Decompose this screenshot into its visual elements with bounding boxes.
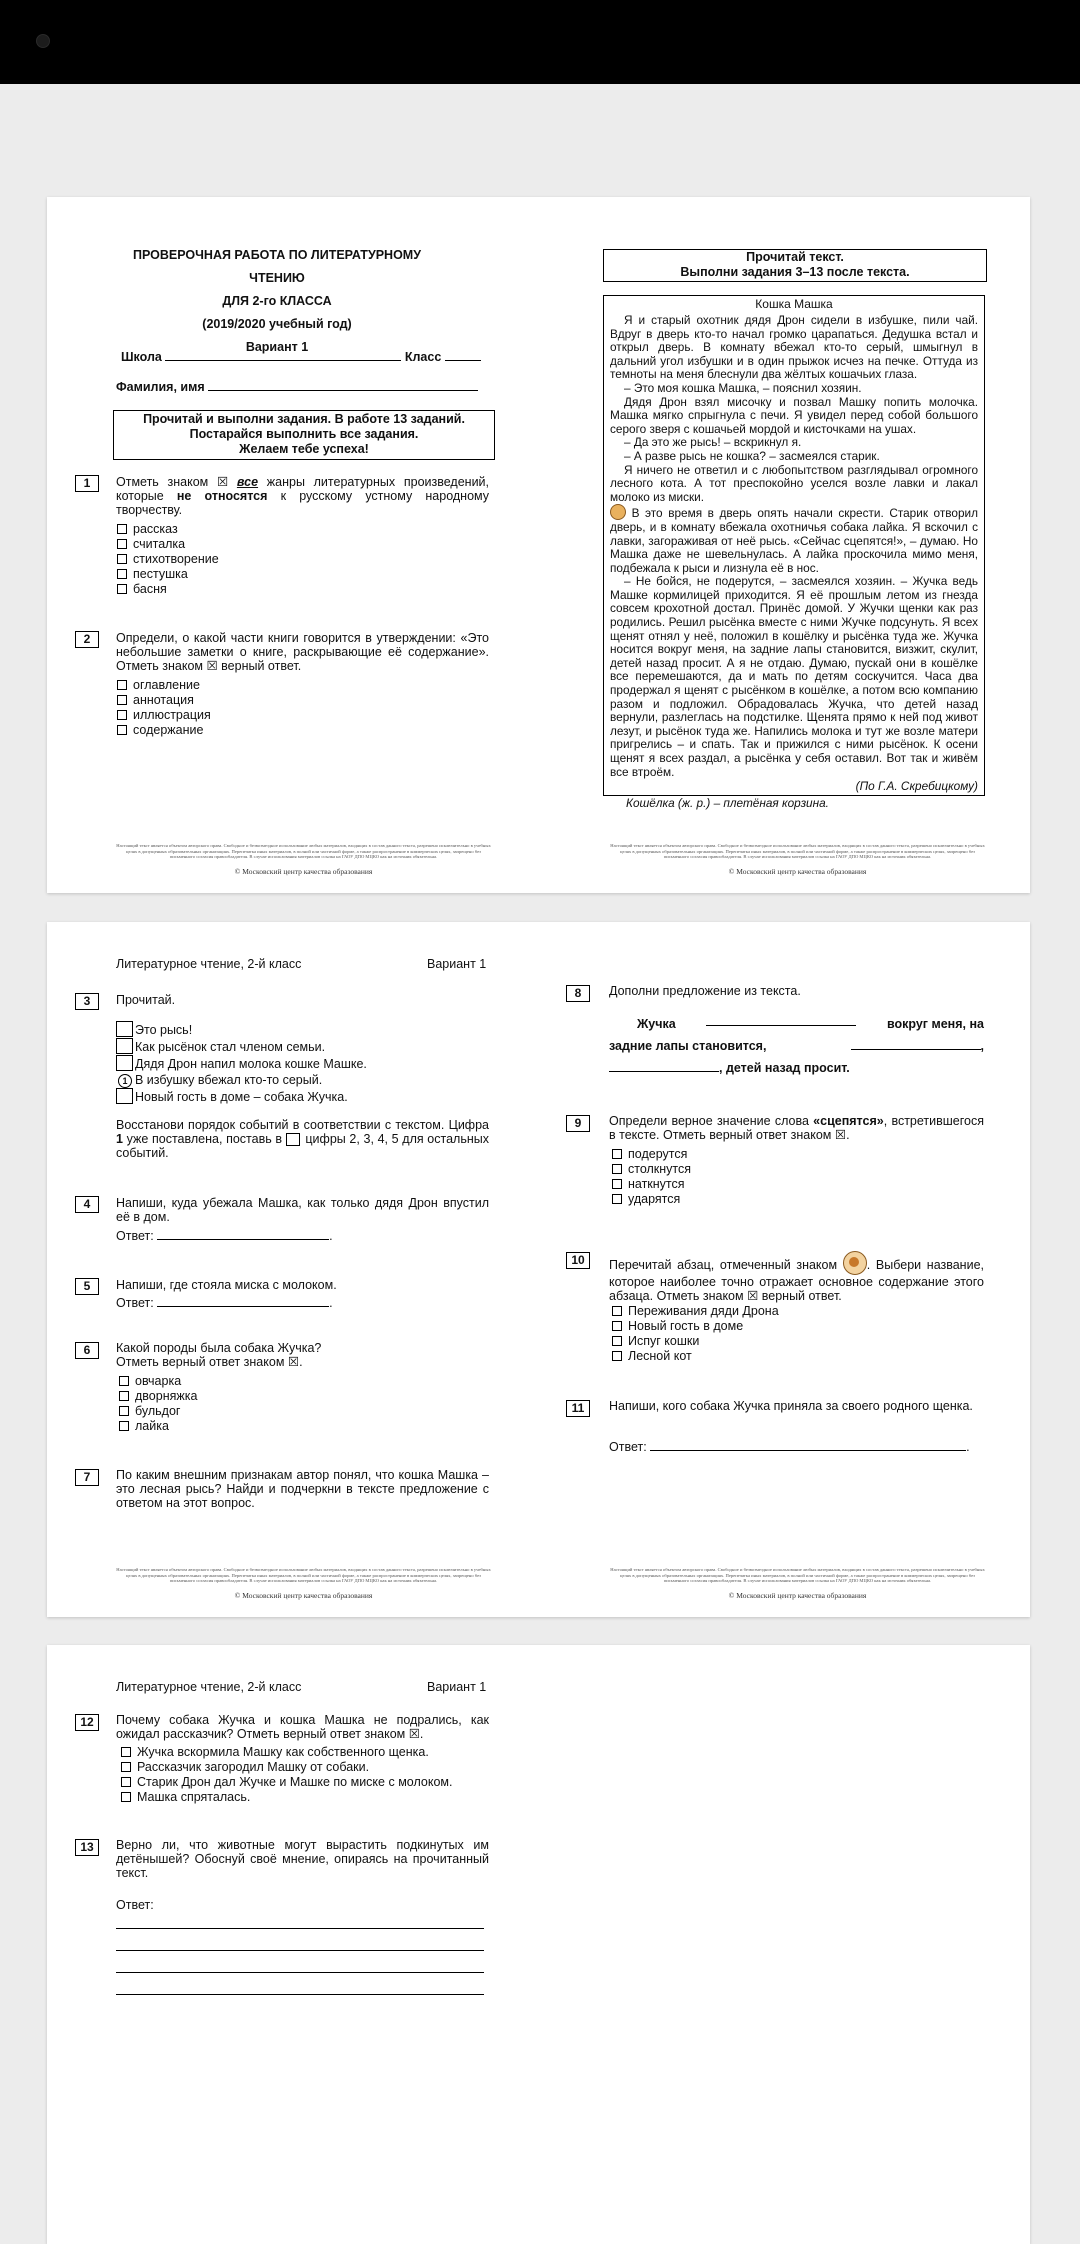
lynx-mark-icon — [843, 1251, 867, 1275]
checkbox-option[interactable]: наткнутся — [612, 1177, 691, 1192]
checkbox-option[interactable]: Испуг кошки — [612, 1334, 779, 1349]
name-field[interactable] — [208, 390, 478, 391]
story-paragraph: – А разве рысь не кошка? – засмеялся старик. — [624, 448, 880, 463]
camera-cutout — [36, 34, 50, 48]
question-6-text — [116, 1341, 489, 1369]
story-author: (По Г.А. Скребицкому) — [855, 779, 978, 794]
checkbox-option[interactable]: иллюстрация — [117, 708, 211, 723]
class-label: Класс — [404, 350, 442, 364]
text-part: Отметь знаком ☒ — [116, 475, 237, 489]
question-1-text — [116, 475, 489, 517]
instructions-box — [113, 410, 495, 460]
text-strong: «сцепятся» — [813, 1114, 884, 1128]
answer-line[interactable] — [116, 1928, 484, 1929]
checkbox-option[interactable]: рассказ — [117, 522, 219, 537]
text-part: жанры литературных произведений, которые — [116, 475, 490, 503]
question-7-text: По каким внешним признакам автор понял, что кошка Машка – это лесная рысь? Найди и подчеркни в тексте предложение с ответом на этот вопрос. — [116, 1468, 489, 1510]
checkbox-option[interactable]: лайка — [119, 1419, 197, 1434]
question-4-text: Напиши, куда убежала Машка, как только дядя Дрон впустил её в дом. — [116, 1196, 489, 1224]
question-number: 5 — [75, 1278, 99, 1295]
question-number: 13 — [75, 1839, 99, 1856]
copyright: © Московский центр качества образования — [728, 867, 867, 876]
question-10-options — [612, 1304, 779, 1364]
text-part: Восстанови порядок событий в соответствии с текстом. Цифра — [116, 1118, 489, 1132]
question-6-options — [119, 1374, 197, 1434]
checkbox-option[interactable]: подерутся — [612, 1147, 691, 1162]
answer-label: Ответ: — [116, 1229, 154, 1243]
title-line: Вариант 1 — [245, 340, 309, 354]
question-number: 11 — [566, 1400, 590, 1417]
title-line: (2019/2020 учебный год) — [202, 317, 352, 331]
class-field[interactable] — [445, 360, 481, 361]
story-paragraph: – Это моя кошка Машка, – пояснил хозяин. — [624, 380, 862, 395]
page-header-left: Литературное чтение, 2-й класс — [116, 957, 302, 971]
text-part: , встретившегося в тексте. Отметь верный ответ знаком ☒. — [609, 1114, 984, 1142]
checkbox-option[interactable]: дворняжка — [119, 1389, 197, 1404]
story-paragraph: – Не бойся, не подерутся, – засмеялся хозяин. – Жучка ведь Машке кормилицей приходится. Я её прошлым летом из гнезда совсем крохотной достал. Принёс домой. У Жучки щенки как раз родились. Решил рысёнка вместе с ними Жучке подсунуть. Я всех щенят отнял у неё, положил в кошёлку и рысёнка туда же. Жучка носится вокруг меня, на задние лапы становится, визжит, скулит, детей назад просит. А я не отдаю. Думаю, пускай они в кошёлке все перемешаются, да и мать по детям соскучится. Часа два продержал я щенят с рысёнком в кошёлке, а потом всю компанию разом и подложил. Обрадовалась Жучка, что детей назад вернули, разлеглась на подстилке. Щенята прямо к ней под живот лезут, и рысёнок туда же. Напились молока и тут же возле матери пригрелись – и спать. Так и прижился с ними рысёнок. К осени щенят я всех раздал, а рысёнка у себя оставил. Вот так и живём все втроём. — [610, 574, 978, 779]
text-part: уже поставлена, поставь в — [122, 1132, 283, 1146]
fine-print: Настоящий текст является объектом авторского права. Свободное и безвозмездное использование любых материалов, входящих в состав данного текста, разрешено исключительно в учебных целях в допущенных образовательных организациях. Перепечатка иных материалов, в полной или частичной форме, а также распространение в коммерческих целях, запрещено без письменного согласия правообладателя. В случае использования материалов ссылка на ГАОУ ДПО МЦКО как на источник обязательна. — [610, 1567, 985, 1584]
answer-row: Ответ: . — [609, 1440, 970, 1454]
school-class-row — [121, 350, 541, 365]
inline-box-icon — [286, 1133, 300, 1146]
fill-blank[interactable] — [609, 1059, 719, 1072]
sequence-text: Дядя Дрон напил молока кошке Машке. — [135, 1057, 367, 1071]
checkbox-option[interactable]: Переживания дяди Дрона — [612, 1304, 779, 1319]
question-number: 7 — [75, 1469, 99, 1486]
copyright: © Московский центр качества образования — [234, 867, 373, 876]
text-part: . Выбери название, которое наиболее точно отражает основное содержание этого абзаца. Отметь знаком ☒ верный ответ. — [609, 1258, 984, 1303]
answer-field[interactable] — [650, 1450, 966, 1451]
checkbox-option[interactable]: столкнутся — [612, 1162, 691, 1177]
story-paragraph: – Да это же рысь! – вскрикнул я. — [624, 435, 802, 450]
title-line: ПРОВЕРОЧНАЯ РАБОТА ПО ЛИТЕРАТУРНОМУ ЧТЕНИЮ — [133, 248, 421, 285]
sequence-item — [116, 1055, 367, 1072]
checkbox-option[interactable]: Машка спряталась. — [121, 1790, 452, 1805]
answer-row: Ответ: . — [116, 1229, 333, 1243]
page-header-right: Вариант 1 — [427, 957, 487, 971]
text-part: цифры 2, 3, 4, 5 для остальных событий. — [116, 1132, 489, 1160]
checkbox-option[interactable]: басня — [117, 582, 219, 597]
title-line: ДЛЯ 2-го КЛАССА — [222, 294, 332, 308]
checkbox-option[interactable]: считалка — [117, 537, 219, 552]
checkbox-option[interactable]: Лесной кот — [612, 1349, 779, 1364]
answer-label: Ответ: — [116, 1296, 154, 1310]
status-bar — [0, 0, 1080, 84]
page-2 — [47, 922, 1030, 1617]
checkbox-option[interactable]: Рассказчик загородил Машку от собаки. — [121, 1760, 452, 1775]
story-paragraph: Я и старый охотник дядя Дрон сидели в избушке, пили чай. Вдруг в дверь кто-то начал громко царапаться. Дедушка встал и открыл дверь. В комнату вбежал кто-то серый, шмыгнул в дальний угол избушки и в один прыжок исчез на печке. Оттуда из темноты на меня блеснули два жёлтых кошачьих глаза. — [610, 313, 978, 382]
sequence-box[interactable] — [116, 1088, 133, 1104]
text-part: Перечитай абзац, отмеченный знаком — [609, 1258, 838, 1272]
question-number: 4 — [75, 1196, 99, 1213]
sequence-text: Новый гость в доме – собака Жучка. — [135, 1090, 348, 1104]
checkbox-option[interactable]: ударятся — [612, 1192, 691, 1207]
instruction-line: Прочитай и выполни задания. В работе 13 заданий. — [143, 412, 465, 426]
story-paragraph: Дядя Дрон взял мисочку и позвал Машку попить молочка. Машка мягко спрыгнула с печи. Я увидел перед собой большого серого зверя с кошачьей мордой и кисточками на ушах. — [610, 394, 978, 436]
question-2-text: Определи, о какой части книги говорится в утверждении: «Это небольшие заметки о книге, раскрывающие её содержание». Отметь знаком ☒ верный ответ. — [116, 631, 489, 673]
page-title — [107, 244, 447, 359]
story-frame — [603, 295, 985, 811]
checkbox-option[interactable]: пестушка — [117, 567, 219, 582]
copyright: © Московский центр качества образования — [234, 1591, 373, 1600]
checkbox-option[interactable]: бульдог — [119, 1404, 197, 1419]
question-number: 8 — [566, 985, 590, 1002]
checkbox-option[interactable]: оглавление — [117, 678, 211, 693]
answer-field[interactable] — [157, 1239, 329, 1240]
page-header-right: Вариант 1 — [427, 1680, 487, 1694]
sequence-box[interactable] — [116, 1038, 133, 1054]
question-number: 2 — [75, 631, 99, 648]
school-label: Школа — [121, 350, 162, 364]
school-field[interactable] — [165, 360, 401, 361]
question-12-text: Почему собака Жучка и кошка Машка не подрались, как ожидал рассказчик? Отметь верный ответ знаком ☒. — [116, 1713, 489, 1741]
fine-print: Настоящий текст является объектом авторского права. Свободное и безвозмездное использование любых материалов, входящих в состав данного текста, разрешено исключительно в учебных целях в допущенных образовательных организациях. Перепечатка иных материалов, в полной или частичной форме, а также распространение в коммерческих целях, запрещено без письменного согласия правообладателя. В случае использования материалов ссылка на ГАОУ ДПО МЦКО как на источник обязательна. — [610, 843, 985, 860]
sentence-word: вокруг меня, на — [886, 1017, 984, 1031]
story-title: Кошка Машка — [755, 297, 833, 311]
sequence-text: Как рысёнок стал членом семьи. — [135, 1040, 326, 1054]
read-box-line: Выполни задания 3–13 после текста. — [680, 265, 910, 279]
sequence-item — [116, 1021, 367, 1038]
fill-blank[interactable] — [706, 1013, 856, 1026]
text-emphasis: все — [236, 475, 259, 489]
text-line: Отметь верный ответ знаком ☒. — [116, 1355, 303, 1369]
checkbox-option[interactable]: Новый гость в доме — [612, 1319, 779, 1334]
answer-label: Ответ: — [609, 1440, 647, 1454]
question-1-options — [117, 522, 219, 597]
checkbox-option[interactable]: Жучка вскормила Машку как собственного щенка. — [121, 1745, 452, 1760]
sentence-line — [609, 1013, 984, 1035]
fine-print: Настоящий текст является объектом авторского права. Свободное и безвозмездное использование любых материалов, входящих в состав данного текста, разрешено исключительно в учебных целях в допущенных образовательных организациях. Перепечатка иных материалов, в полной или частичной форме, а также распространение в коммерческих целях, запрещено без письменного согласия правообладателя. В случае использования материалов ссылка на ГАОУ ДПО МЦКО как на источник обязательна. — [116, 843, 491, 860]
read-text-box — [603, 249, 987, 282]
sentence-line — [609, 1057, 984, 1079]
question-11-text: Напиши, кого собака Жучка приняла за своего родного щенка. — [609, 1399, 973, 1413]
answer-field[interactable] — [157, 1306, 329, 1307]
question-13-text: Верно ли, что животные могут вырастить подкинутых им детёнышей? Обоснуй своё мнение, опираясь на прочитанный текст. — [116, 1838, 489, 1880]
answer-line[interactable] — [116, 1972, 484, 1973]
story-marked-text: В это время в дверь опять начали скрести. Старик отворил дверь, и в комнату вбежала охотничья собака лайка. Я вскочил с лавки, загораживая от неё рысь. «Сейчас сцепятся!», – думаю. Но Машка даже не шевельнулась. А лайка проскочила мимо меня, подбежала к рыси и лизнула её в нос. — [610, 506, 978, 575]
copyright: © Московский центр качества образования — [728, 1591, 867, 1600]
question-2-options — [117, 678, 211, 738]
text-strong: 1 — [116, 1132, 123, 1146]
instruction-line: Постарайся выполнить все задания. — [189, 427, 419, 441]
sentence-word: Жучка — [637, 1017, 676, 1031]
sequence-list — [116, 1021, 367, 1105]
question-number: 12 — [75, 1714, 99, 1731]
question-3-instruction — [116, 1118, 489, 1160]
answer-line[interactable] — [116, 1994, 484, 1995]
question-number: 10 — [566, 1252, 590, 1269]
page-header-left: Литературное чтение, 2-й класс — [116, 1680, 302, 1694]
lynx-mark-icon — [610, 504, 626, 520]
sentence-word: , детей назад просит. — [719, 1061, 850, 1075]
story-footnote: Кошёлка (ж. р.) – плетёная корзина. — [610, 795, 846, 810]
sequence-box[interactable] — [116, 1021, 133, 1037]
question-12-options — [121, 1745, 452, 1805]
question-8-text: Дополни предложение из текста. — [609, 984, 801, 998]
sequence-text: Это рысь! — [135, 1023, 193, 1037]
sentence-line: задние лапы становится, , — [609, 1035, 984, 1057]
text-part: Определи верное значение слова — [609, 1114, 814, 1128]
fine-print: Настоящий текст является объектом авторского права. Свободное и безвозмездное использование любых материалов, входящих в состав данного текста, разрешено исключительно в учебных целях в допущенных образовательных организациях. Перепечатка иных материалов, в полной или частичной форме, а также распространение в коммерческих целях, запрещено без письменного согласия правообладателя. В случае использования материалов ссылка на ГАОУ ДПО МЦКО как на источник обязательна. — [116, 1567, 491, 1584]
read-box-line: Прочитай текст. — [746, 250, 844, 264]
question-number: 1 — [75, 475, 99, 492]
answer-label: Ответ: — [116, 1898, 154, 1912]
name-row — [116, 380, 536, 395]
question-number: 6 — [75, 1342, 99, 1359]
story-marked-paragraph — [610, 504, 978, 575]
story-paragraph: Я ничего не ответил и с любопытством разглядывал огромного лесного кота. А тот преспокойно уселся возле лавки и лакал молоко из миски. — [610, 462, 978, 504]
question-9-options — [612, 1147, 691, 1207]
question-5-text: Напиши, где стояла миска с молоком. — [116, 1278, 337, 1292]
text-strong: не относятся — [176, 489, 268, 503]
sequence-item — [116, 1088, 367, 1105]
checkbox-option[interactable]: аннотация — [117, 693, 211, 708]
fill-blank[interactable] — [851, 1037, 981, 1050]
page-1 — [47, 197, 1030, 893]
question-number: 3 — [75, 993, 99, 1010]
sentence-word: задние лапы становится, — [609, 1039, 767, 1053]
question-10-text — [609, 1251, 984, 1303]
checkbox-option[interactable]: овчарка — [119, 1374, 197, 1389]
text-line: Какой породы была собака Жучка? — [116, 1341, 322, 1355]
sequence-digit-one: 1 — [118, 1074, 132, 1088]
sequence-box[interactable] — [116, 1055, 133, 1071]
question-3-text: Прочитай. — [116, 993, 176, 1007]
instruction-line: Желаем тебе успеха! — [239, 442, 369, 456]
checkbox-option[interactable]: содержание — [117, 723, 211, 738]
sequence-item — [116, 1038, 367, 1055]
name-label: Фамилия, имя — [116, 380, 205, 394]
answer-line[interactable] — [116, 1950, 484, 1951]
page-3 — [47, 1645, 1030, 2244]
text-part: к русскому устному народному творчеству. — [116, 489, 490, 517]
question-number: 9 — [566, 1115, 590, 1132]
sequence-text: В избушку вбежал кто-то серый. — [135, 1073, 323, 1087]
checkbox-option[interactable]: Старик Дрон дал Жучке и Машке по миске с молоком. — [121, 1775, 452, 1790]
question-8-sentence — [609, 1013, 984, 1079]
sequence-item — [116, 1072, 367, 1088]
question-9-text — [609, 1114, 984, 1142]
checkbox-option[interactable]: стихотворение — [117, 552, 219, 567]
answer-row: Ответ: . — [116, 1296, 333, 1310]
